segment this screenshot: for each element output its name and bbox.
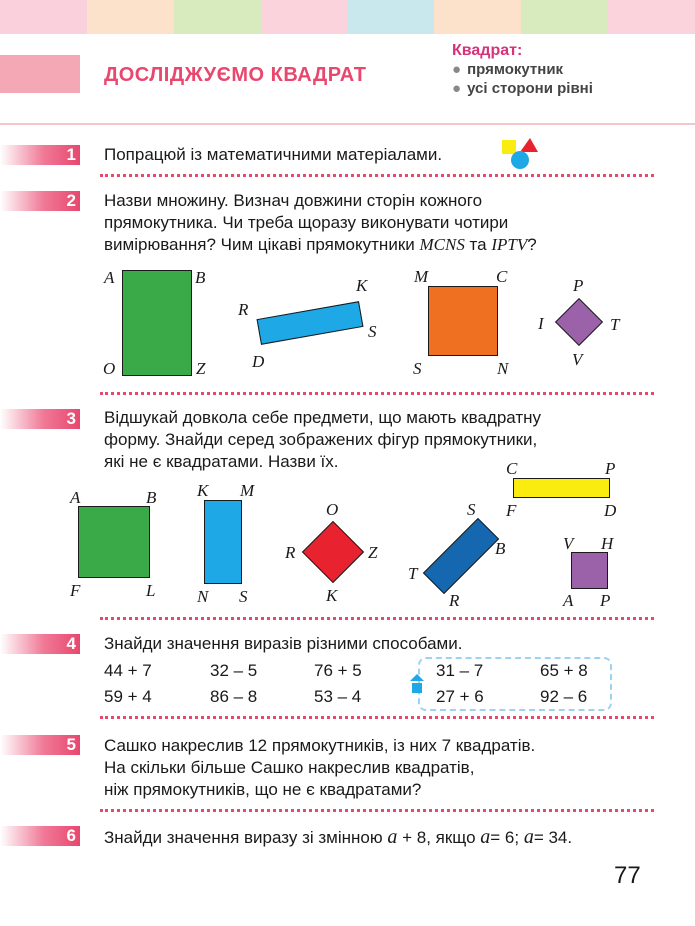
task-number: 6 (66, 826, 76, 845)
expression: 76 + 5 (314, 661, 362, 680)
vertex-label: O (103, 359, 116, 378)
expression: 86 – 8 (210, 687, 258, 706)
stripe (0, 0, 87, 34)
vertex-label: R (285, 543, 296, 562)
task-6-text (104, 826, 572, 849)
vertex-label: B (495, 539, 506, 558)
vertex-label: O (326, 500, 339, 519)
vertex-label: R (449, 591, 460, 610)
variable: a (480, 826, 491, 848)
task-line: форму. Знайди серед зображених фігур прямокутники, (104, 430, 538, 449)
stripe (521, 0, 608, 34)
expression: 92 – 6 (540, 687, 588, 706)
task-separator (100, 716, 654, 719)
vertex-label: I (538, 314, 544, 333)
green-rectangle (122, 270, 192, 376)
blue-rectangle (257, 301, 364, 345)
title-accent-bar (0, 55, 80, 93)
stripe (174, 0, 261, 34)
task-line-text: та (464, 235, 492, 254)
stripe (434, 0, 521, 34)
task-number: 5 (66, 735, 76, 754)
task-line: ніж прямокутників, що не є квадратами? (104, 780, 422, 799)
vertex-label: R (238, 300, 249, 319)
task-number-badge (0, 735, 80, 755)
task-line-text: вимірювання? Чим цікаві прямокутники (104, 235, 420, 254)
task-number: 3 (66, 409, 76, 428)
task-separator (100, 174, 654, 177)
red-triangle-icon (520, 138, 538, 152)
vertex-label: D (252, 352, 265, 371)
stripe (87, 0, 174, 34)
task-line-text: Знайди значення виразу зі змінною (104, 828, 388, 847)
vertex-label: H (601, 534, 614, 553)
task-line: які не є квадратами. Назви їх. (104, 452, 339, 471)
task-number: 4 (66, 634, 76, 653)
task-1-text: Попрацюй із математичними матеріалами. (104, 145, 443, 164)
definition-item-text: усі сторони рівні (467, 80, 593, 97)
green-square (78, 506, 150, 578)
definition-item (452, 79, 593, 98)
vertex-label: D (604, 501, 617, 520)
vertex-label: B (195, 268, 206, 287)
vertex-label: K (197, 481, 209, 500)
vertex-label: S (467, 500, 476, 519)
task-line: Назви множину. Визнач довжини сторін кожного (104, 191, 483, 210)
vertex-label: M (240, 481, 255, 500)
task-number-badge (0, 409, 80, 429)
vertex-label: A (70, 488, 81, 507)
vertex-label: V (572, 350, 583, 369)
vertex-label: B (146, 488, 157, 507)
vertex-label: L (146, 581, 156, 600)
task-line (104, 234, 537, 256)
definition-box (452, 42, 593, 98)
vertex-label: T (610, 315, 620, 334)
red-square (302, 521, 364, 583)
definition-item (452, 60, 593, 79)
expression: 53 – 4 (314, 687, 362, 706)
vertex-label: N (497, 359, 509, 378)
task-line: Сашко накреслив 12 прямокутників, із них 7 квадратів. (104, 736, 536, 755)
header-stripes (0, 0, 695, 34)
task-line-text: = 34. (533, 828, 573, 847)
blue-rectangle (204, 500, 242, 584)
task-number-badge (0, 826, 80, 846)
task-number-badge (0, 634, 80, 654)
vertex-label: M (414, 267, 429, 286)
vertex-label: A (563, 591, 574, 610)
vertex-label: P (600, 591, 611, 610)
vertex-label: F (506, 501, 517, 520)
task-line: Відшукай довкола себе предмети, що мають квадратну (104, 408, 542, 427)
expression: 32 – 5 (210, 661, 258, 680)
task-line: прямокутника. Чи треба щоразу виконувати чотири (104, 213, 509, 232)
vertex-label: S (368, 322, 377, 341)
vertex-label: S (413, 359, 422, 378)
rectangle-name: MCNS (419, 235, 465, 254)
rectangle-name: IPTV (491, 235, 528, 254)
expression: 27 + 6 (436, 687, 484, 706)
definition-item-text: прямокутник (467, 61, 564, 78)
task-number-badge (0, 191, 80, 211)
page-number: 77 (614, 862, 641, 889)
task-2-text (104, 190, 537, 256)
vertex-label: C (496, 267, 508, 286)
blue-circle-icon (511, 151, 529, 169)
task-line-text: = 6; (490, 828, 524, 847)
vertex-label: K (356, 276, 368, 295)
yellow-rectangle (513, 478, 610, 498)
vertex-label: Z (196, 359, 206, 378)
purple-square (571, 552, 608, 589)
home-icon (409, 672, 425, 696)
task-number-badge (0, 145, 80, 165)
variable: a (387, 826, 398, 848)
definition-title: Квадрат: (452, 42, 523, 59)
stripe (608, 0, 695, 34)
vertex-label: V (563, 534, 574, 553)
vertex-label: P (605, 459, 616, 478)
vertex-label: N (197, 587, 209, 606)
math-materials-icon (502, 138, 542, 170)
stripe (348, 0, 435, 34)
stripe (261, 0, 348, 34)
variable: a (523, 826, 534, 848)
expression: 59 + 4 (104, 687, 152, 706)
expression: 31 – 7 (436, 661, 484, 680)
task-separator (100, 809, 654, 812)
vertex-label: C (506, 459, 518, 478)
purple-square (555, 298, 603, 346)
vertex-label: F (70, 581, 81, 600)
orange-square (428, 286, 498, 356)
task-line: На скільки більше Сашко накреслив квадратів, (104, 758, 475, 777)
header-divider (0, 123, 695, 125)
expression: 44 + 7 (104, 661, 152, 680)
vertex-label: Z (368, 543, 378, 562)
vertex-label: S (239, 587, 248, 606)
vertex-label: P (573, 276, 584, 295)
task-number: 1 (66, 145, 76, 164)
vertex-label: A (104, 268, 115, 287)
bullet-icon: ● (452, 61, 462, 78)
expression: 65 + 8 (540, 661, 588, 680)
dark-blue-rectangle (423, 518, 499, 594)
task-3-text (104, 407, 541, 473)
task-5-text (104, 735, 535, 801)
bullet-icon: ● (452, 80, 462, 97)
task-separator (100, 392, 654, 395)
vertex-label: T (408, 564, 418, 583)
task-4-text: Знайди значення виразів різними способами. (104, 634, 463, 653)
task-line-text: + 8, якщо (397, 828, 481, 847)
task-separator (100, 617, 654, 620)
vertex-label: K (326, 586, 338, 605)
task-line-text: ? (527, 235, 537, 254)
task-number: 2 (66, 191, 76, 210)
page-title: ДОСЛІДЖУЄМО КВАДРАТ (104, 64, 367, 86)
yellow-square-icon (502, 140, 516, 154)
